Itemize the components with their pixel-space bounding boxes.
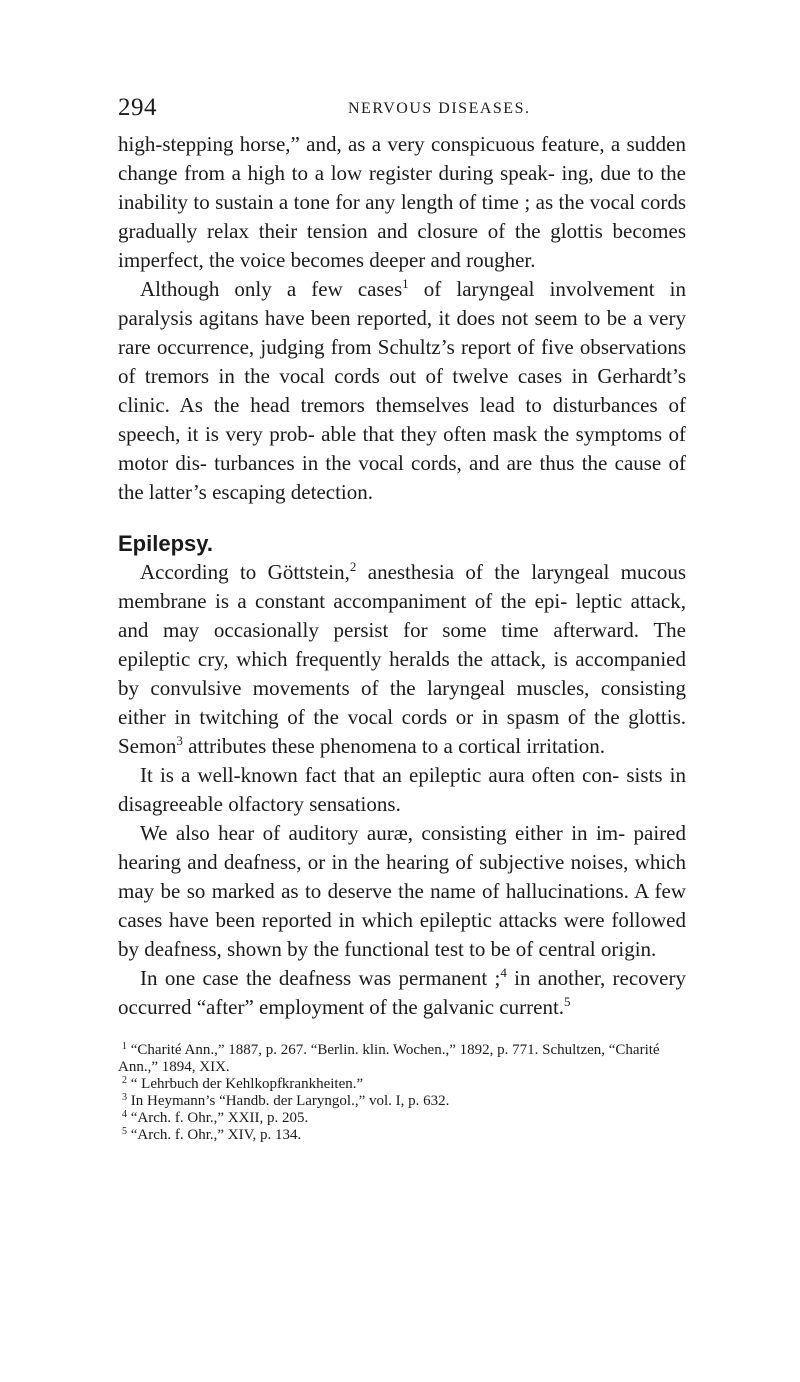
- footnote-text: “Charité Ann.,” 1887, p. 267. “Berlin. klin. Wochen.,” 1892, p. 771. Schultzen, “Charité Ann.,” 1894, XIX.: [118, 1042, 660, 1075]
- paragraph-3-text-a: According to Göttstein,: [140, 560, 350, 584]
- footnote: [118, 1127, 686, 1144]
- page-number: 294: [118, 94, 157, 121]
- footnote: [118, 1110, 686, 1127]
- running-head: [118, 94, 686, 130]
- footnote: [118, 1076, 686, 1093]
- book-page: [118, 94, 686, 1144]
- section-heading: Epilepsy.: [118, 531, 213, 556]
- body-text: [118, 130, 686, 1022]
- footnote-text: “ Lehrbuch der Kehlkopfkrankheiten.”: [130, 1076, 364, 1092]
- footnote-mark: 3: [122, 1092, 127, 1103]
- paragraph-2: [118, 275, 686, 507]
- paragraph-4: It is a well-known fact that an epileptic aura often con- sists in disagreeable olfactory sensations.: [118, 763, 686, 816]
- footnote-mark: 2: [122, 1075, 127, 1086]
- paragraph-5: We also hear of auditory auræ, consisting either in im- paired hearing and deafness, or in the hearing of subjective noises, which may be so marked as to deserve the name of hallucinations. A few cases have been reported in which epileptic attacks were followed by deafness, shown by the functional test to be of central origin.: [118, 821, 686, 961]
- paragraph-6-text-a: In one case the deafness was permanent ;: [140, 966, 501, 990]
- running-title: NERVOUS DISEASES.: [348, 100, 531, 117]
- footnote: [118, 1042, 686, 1076]
- paragraph-2-text-a: Although only a few cases: [140, 277, 403, 301]
- footnote-ref-5: 5: [564, 994, 571, 1009]
- footnote-mark: 1: [122, 1041, 127, 1052]
- paragraph-1: high-stepping horse,” and, as a very conspicuous feature, a sudden change from a high to a low register during speak- ing, due to the inability to sustain a tone for any length of time ; as the vocal cords gradually relax their tension and closure of the glottis becomes imperfect, the voice becomes deeper and rougher.: [118, 132, 686, 272]
- footnote-ref-1: 1: [402, 276, 409, 291]
- footnote-mark: 4: [122, 1109, 127, 1120]
- paragraph-3-text-c: attributes these phenomena to a cortical irritation.: [182, 734, 606, 758]
- footnote-text: In Heymann’s “Handb. der Laryngol.,” vol. I, p. 632.: [130, 1093, 450, 1109]
- footnote-text: “Arch. f. Ohr.,” XXII, p. 205.: [130, 1110, 309, 1126]
- footnote-ref-3: 3: [176, 733, 183, 748]
- paragraph-2-text-b: of laryngeal involvement in paralysis agitans have been reported, it does not seem to be a very rare occurrence, judging from Schultz’s report of five observations of tremors in the vocal cords out of twelve cases in Gerhardt’s clinic. As the head tremors themselves lead to disturbances of speech, it is very prob- able that they often mask the symptoms of motor dis- turbances in the vocal cords, and are thus the cause of the latter’s escaping detection.: [118, 277, 686, 504]
- footnotes: [118, 1042, 686, 1144]
- footnote-ref-4: 4: [500, 965, 507, 980]
- paragraph-3-text-b: anesthesia of the laryngeal mucous membrane is a constant accompaniment of the epi- leptic attack, and may occasionally persist for some time afterward. The epileptic cry, which frequently heralds the attack, is accompanied by convulsive movements of the laryngeal muscles, consisting either in twitching of the vocal cords or in spasm of the glottis. Semon: [118, 560, 687, 758]
- paragraph-6-text-b: in another, recovery occurred “after” employment of the galvanic current.: [118, 966, 686, 1019]
- footnote-text: “Arch. f. Ohr.,” XIV, p. 134.: [130, 1127, 302, 1143]
- paragraph-3: [118, 558, 686, 761]
- footnote-ref-2: 2: [349, 559, 357, 574]
- footnote-mark: 5: [122, 1126, 127, 1137]
- paragraph-6: [118, 964, 686, 1022]
- footnote: [118, 1093, 686, 1110]
